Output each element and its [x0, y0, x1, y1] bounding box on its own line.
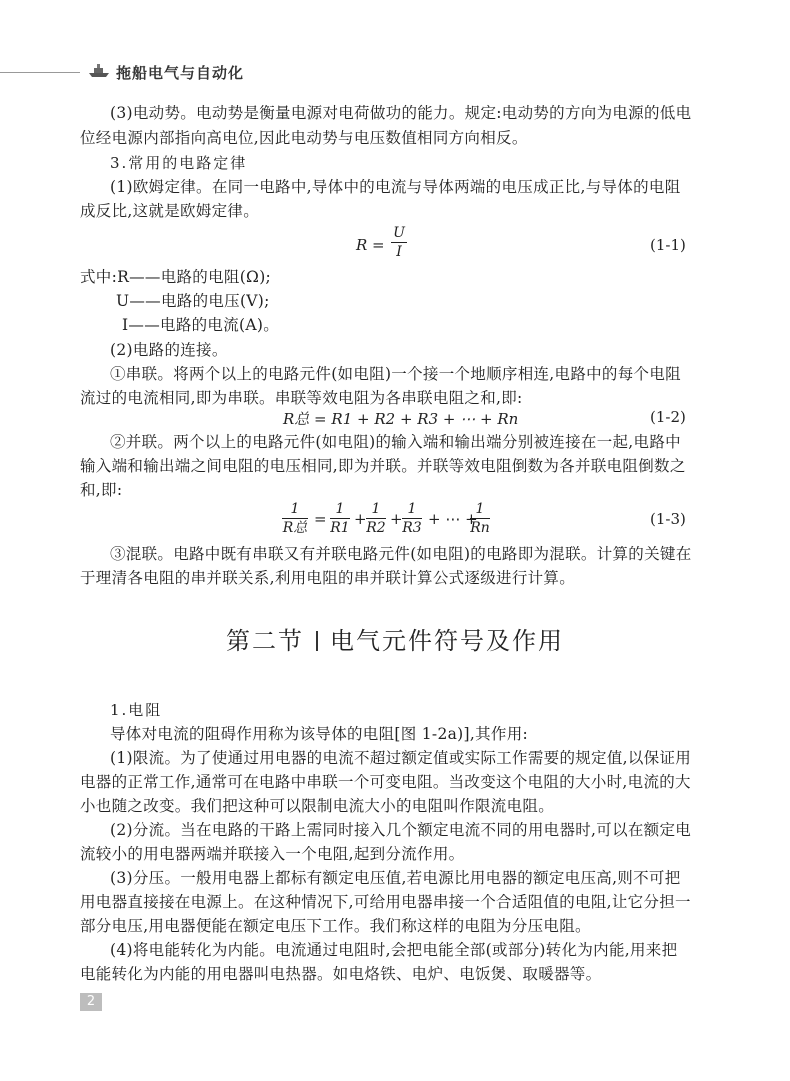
formula-3-term-total [282, 500, 308, 537]
book-title: 拖船电气与自动化 [116, 64, 245, 82]
page-number: 2 [80, 993, 102, 1011]
limit-paragraph-line1: (1)限流。为了使通过用电器的电流不超过额定值或实际工作需要的规定值,以保证用 [110, 749, 692, 767]
parallel-paragraph-line3: 和,即: [80, 481, 123, 499]
series-paragraph-line2: 流过的电流相同,即为串联。串联等效电阻为各串联电阻之和,即: [80, 389, 523, 407]
heat-paragraph-line2: 电能转化为内能的用电器叫电热器。如电烙铁、电炉、电饭煲、取暖器等。 [80, 965, 602, 983]
emf-paragraph-line1: (3)电动势。电动势是衡量电源对电荷做功的能力。规定:电动势的方向为电源的低电 [110, 104, 692, 122]
laws-heading: 3.常用的电路定律 [110, 154, 248, 172]
resistor-heading: 1.电阻 [110, 701, 163, 719]
divide-paragraph-line1: (3)分压。一般用电器上都标有额定电压值,若电源比用电器的额定电压高,则不可把 [110, 869, 681, 887]
formula-3-numerator: 1 [402, 500, 422, 519]
formula-3-dots: + ⋯ + [428, 510, 478, 528]
formula-3-plus: + [390, 510, 403, 528]
formula-2: R总 = R1 + R2 + R3 + ⋯ + Rn [283, 410, 519, 428]
formula-1-lhs: R = [356, 236, 385, 254]
formula-2-label: (1-2) [650, 408, 686, 426]
formula-3-term-rn [470, 500, 490, 537]
header-rule [0, 72, 80, 73]
formula-3-term-r3 [402, 500, 422, 537]
formula-1-numerator: U [391, 224, 407, 243]
formula-3-numerator: 1 [330, 500, 350, 519]
section-divider [316, 631, 318, 651]
mixed-paragraph-line2: 于理清各电阻的串并联关系,利用电阻的串并联计算公式逐级进行计算。 [80, 569, 576, 587]
formula-3-equals: = [314, 510, 327, 528]
mixed-paragraph-line1: ③混联。电路中既有串联又有并联电路元件(如电阻)的电路即为混联。计算的关键在 [110, 545, 692, 563]
ohm-paragraph-line2: 成反比,这就是欧姆定律。 [80, 202, 260, 220]
formula-3-plus: + [354, 510, 367, 528]
formula-3-numerator: 1 [470, 500, 490, 519]
formula-3-denominator: R3 [402, 520, 422, 536]
formula-1-label: (1-1) [650, 236, 686, 254]
parallel-paragraph-line1: ②并联。两个以上的电路元件(如电阻)的输入端和输出端分别被连接在一起,电路中 [110, 433, 681, 451]
where-r: 式中:R——电路的电阻(Ω); [80, 268, 272, 286]
series-paragraph-line1: ①串联。将两个以上的电路元件(如电阻)一个接一个地顺序相连,电路中的每个电阻 [110, 365, 681, 383]
formula-1-fraction [391, 224, 407, 261]
formula-3-term-r1 [330, 500, 350, 537]
shunt-paragraph-line1: (2)分流。当在电路的干路上需同时接入几个额定电流不同的用电器时,可以在额定电 [110, 821, 692, 839]
parallel-paragraph-line2: 输入端和输出端之间电阻的电压相同,即为并联。并联等效电阻倒数为各并联电阻倒数之 [80, 457, 686, 475]
formula-3-denominator: R总 [282, 520, 308, 536]
section-name: 电气元件符号及作用 [330, 627, 564, 655]
ohm-paragraph-line1: (1)欧姆定律。在同一电路中,导体中的电流与导体两端的电压成正比,与导体的电阻 [110, 178, 681, 196]
formula-3-denominator: R1 [330, 520, 350, 536]
limit-paragraph-line2: 电器的正常工作,通常可在电路中串联一个可变电阻。当改变这个电阻的大小时,电流的大 [80, 773, 691, 791]
formula-1-denominator: I [396, 244, 402, 260]
formula-3-denominator: Rn [470, 520, 490, 536]
formula-3-denominator: R2 [366, 520, 386, 536]
formula-3-numerator: 1 [282, 500, 308, 519]
heat-paragraph-line1: (4)将电能转化为内能。电流通过电阻时,会把电能全部(或部分)转化为内能,用来把 [110, 941, 678, 959]
resistor-intro: 导体对电流的阻碍作用称为该导体的电阻[图 1-2a)],其作用: [110, 725, 529, 743]
limit-paragraph-line3: 小也随之改变。我们把这种可以限制电流大小的电阻叫作限流电阻。 [80, 797, 555, 815]
divide-paragraph-line2: 用电器直接接在电源上。在这种情况下,可给用电器串接一个合适阻值的电阻,让它分担一 [80, 893, 691, 911]
shunt-paragraph-line2: 流较小的用电器两端并联接入一个电阻,起到分流作用。 [80, 845, 465, 863]
formula-3-numerator: 1 [366, 500, 386, 519]
where-i: I——电路的电流(A)。 [122, 316, 280, 334]
where-u: U——电路的电压(V); [116, 292, 270, 310]
formula-3-term-r2 [366, 500, 386, 537]
formula-3-label: (1-3) [650, 510, 686, 528]
tugboat-icon [88, 62, 110, 78]
connection-heading: (2)电路的连接。 [110, 341, 228, 359]
section-number: 第二节 [226, 627, 304, 655]
divide-paragraph-line3: 部分电压,用电器便能在额定电压下工作。我们称这样的电阻为分压电阻。 [80, 917, 591, 935]
section-title [0, 621, 790, 656]
emf-paragraph-line2: 位经电源内部指向高电位,因此电动势与电压数值相同方向相反。 [80, 129, 528, 147]
